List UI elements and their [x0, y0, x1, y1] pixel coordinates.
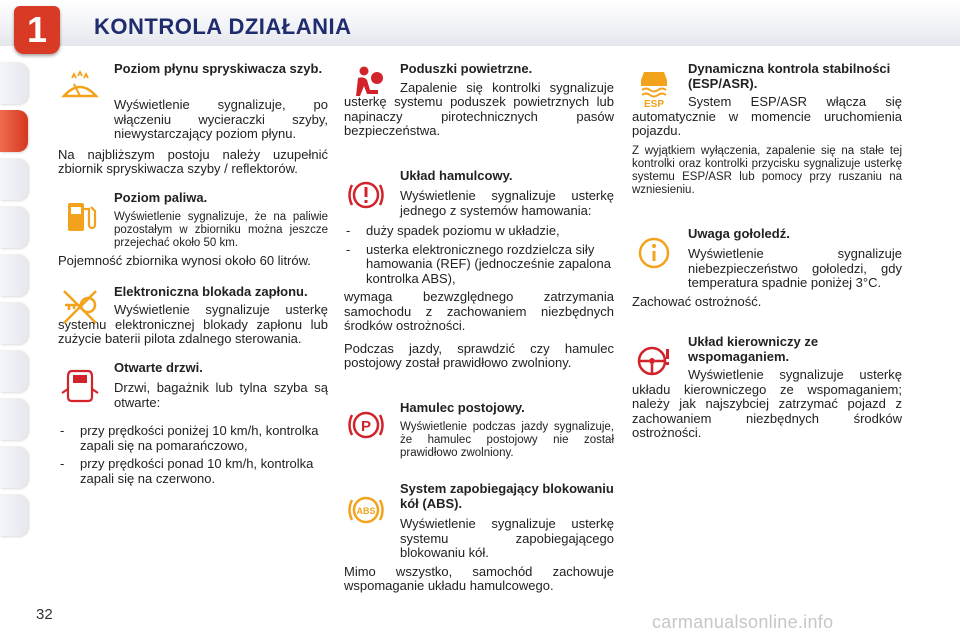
- section-title: Układ hamulcowy.: [400, 167, 513, 183]
- section-title: Uwaga gołoledź.: [688, 225, 790, 241]
- steering-body: Wyświetlenie sygnalizuje usterkę układu kierowniczego ze wspomaganiem; należy jak najszybciej zatrzymać pojazd z zachowaniem niezbędnych środków ostrożności.: [632, 367, 902, 440]
- door-bullets: [58, 424, 328, 486]
- chapter-tab-active[interactable]: [0, 110, 28, 152]
- parking-brake-icon: [344, 403, 388, 447]
- section-body: Wyświetlenie sygnalizuje usterkę systemu zapobiegającego blokowaniu kół.: [400, 516, 614, 560]
- page-number: 32: [36, 606, 53, 623]
- chapter-tab[interactable]: [0, 446, 28, 488]
- section-brake: [344, 169, 614, 219]
- chapter-tabs: [0, 62, 28, 582]
- section-washer: [58, 62, 328, 124]
- section-body: Wyświetlenie sygnalizuje, że na paliwie pozostałym w zbiorniku można jeszcze przejechać około 50 km.: [114, 211, 328, 249]
- esp-icon: [632, 64, 676, 108]
- brake-note-2: Podczas jazdy, sprawdzić czy hamulec postojowy został prawidłowo zwolniony.: [344, 340, 614, 370]
- column-left: [58, 62, 328, 490]
- section-title: Poduszki powietrzne.: [400, 61, 533, 76]
- chapter-tab[interactable]: [0, 350, 28, 392]
- washer-body: Wyświetlenie sygnalizuje, po włączeniu wycieraczki szyby, niewystarczający poziom płynu.: [114, 97, 328, 141]
- section-airbag: [344, 62, 614, 77]
- immobiliser-key-icon: [58, 285, 102, 329]
- section-body: Wyświetlenie sygnalizuje usterkę jednego z systemów hamowania:: [400, 188, 614, 218]
- svg-text:P: P: [360, 417, 372, 435]
- page-header: [0, 0, 960, 50]
- fuel-note: Pojemność zbiornika wynosi około 60 litrów.: [58, 253, 311, 268]
- brake-note-1: wymaga bezwzględnego zatrzymania samochodu z zachowaniem niezbędnych środków ostrożności.: [344, 289, 614, 333]
- watermark: carmanualsonline.info: [652, 612, 834, 632]
- section-steering: [632, 335, 902, 364]
- section-esp: [632, 61, 902, 108]
- section-title: Poziom płynu spryskiwacza szyb.: [114, 61, 323, 76]
- list-item: - duży spadek poziomu w układzie,: [344, 224, 614, 239]
- section-body: Wyświetlenie sygnalizuje niebezpieczeństwo gołoledzi, gdy temperatura spadnie poniżej 3°C.: [688, 246, 902, 290]
- section-immobiliser: [58, 285, 328, 300]
- section-abs: [344, 482, 614, 561]
- list-item: - usterka elektronicznego rozdzielcza siły hamowania (REF) (jednocześnie zapalona kontrolka ABS),: [344, 243, 614, 287]
- washer-note: Na najbliższym postoju należy uzupełnić zbiornik spryskiwacza szyby / reflektorów.: [58, 146, 328, 176]
- chapter-tab[interactable]: [0, 494, 28, 536]
- section-door: [58, 361, 328, 411]
- section-ice: [632, 227, 902, 291]
- door-open-icon: [58, 363, 102, 407]
- ice-note: Zachować ostrożność.: [632, 293, 762, 309]
- chapter-tab[interactable]: [0, 206, 28, 248]
- section-fuel: [58, 191, 328, 251]
- section-title: Elektroniczna blokada zapłonu.: [114, 283, 308, 299]
- immobiliser-body: Wyświetlenie sygnalizuje usterkę systemu elektronicznej blokady zapłonu lub zużycie baterii pilota zdalnego sterowania.: [58, 302, 328, 346]
- info-warning-icon: [632, 231, 676, 275]
- list-item: - przy prędkości ponad 10 km/h, kontrolka zapali się na czerwono.: [58, 457, 328, 486]
- esp-body: System ESP/ASR włącza się automatycznie w momencie uruchomienia pojazdu.: [632, 94, 902, 138]
- section-title: Układ kierowniczy ze wspomaganiem.: [688, 334, 819, 364]
- airbag-body: Zapalenie się kontrolki sygnalizuje usterkę systemu poduszek powietrznych lub napinaczy pirotechnicznych pasów bezpieczeństwa.: [344, 79, 614, 138]
- svg-text:ESP: ESP: [643, 99, 665, 108]
- section-title: Hamulec postojowy.: [400, 399, 525, 415]
- chapter-tab[interactable]: [0, 398, 28, 440]
- page-title: KONTROLA DZIAŁANIA: [94, 14, 352, 39]
- airbag-icon: [344, 62, 388, 106]
- esp-note: Z wyjątkiem wyłączenia, zapalenie się na stałe tej kontrolki oraz kontrolki przycisku sygnalizuje usterkę systemu ESP/ASR lub pomocy przy ruszaniu na wzniesieniu.: [632, 144, 902, 196]
- chapter-badge: 1: [14, 6, 60, 54]
- chapter-tab[interactable]: [0, 254, 28, 296]
- section-title: Dynamiczna kontrola stabilności (ESP/ASR).: [688, 61, 891, 91]
- section-body: Drzwi, bagażnik lub tylna szyba są otwarte:: [114, 380, 328, 410]
- fuel-pump-icon: [58, 195, 102, 239]
- section-title: Poziom paliwa.: [114, 189, 208, 205]
- svg-text:ABS: ABS: [356, 506, 376, 516]
- column-right: [632, 62, 902, 445]
- section-title: System zapobiegający blokowaniu kół (ABS).: [400, 481, 614, 511]
- steering-warning-icon: [632, 339, 676, 383]
- brake-warning-icon: [344, 173, 388, 217]
- section-body: Wyświetlenie podczas jazdy sygnalizuje, że hamulec postojowy nie został prawidłowo zwolniony.: [400, 421, 614, 459]
- chapter-tab[interactable]: [0, 158, 28, 200]
- washer-fluid-icon: [58, 66, 102, 110]
- section-title: Otwarte drzwi.: [114, 359, 203, 375]
- abs-note: Mimo wszystko, samochód zachowuje wspomaganie układu hamulcowego.: [344, 563, 614, 593]
- brake-bullets: [344, 224, 614, 286]
- chapter-tab[interactable]: [0, 302, 28, 344]
- section-parking: [344, 401, 614, 461]
- list-item: - przy prędkości poniżej 10 km/h, kontrolka zapali się na pomarańczowo,: [58, 424, 328, 453]
- column-middle: [344, 62, 614, 598]
- chapter-tab[interactable]: [0, 62, 28, 104]
- abs-icon: [344, 488, 388, 532]
